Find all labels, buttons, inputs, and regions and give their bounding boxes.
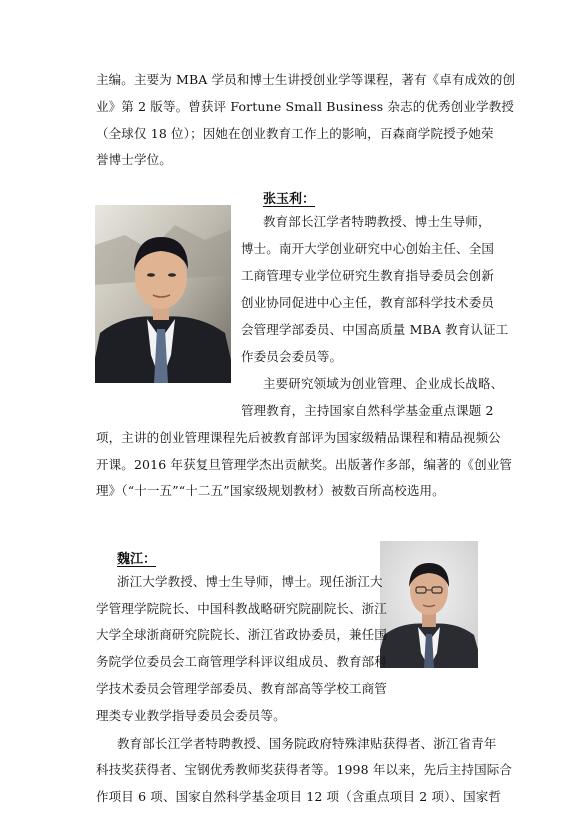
person1-bio-line: 开课。2016 年获复旦管理学杰出贡献奖。出版著作多部，编著的《创业管	[96, 457, 513, 472]
person1-name-heading: 张玉利：	[263, 192, 316, 207]
person1-bio-line: 创业协同促进中心主任，教育部科学技术委员	[241, 295, 495, 310]
person2-name-heading: 魏江：	[117, 552, 157, 567]
person2-bio-line: 学管理学院院长、中国科教战略研究院副院长、浙江	[96, 601, 387, 616]
intro-line: （全球仅 18 位）；因她在创业教育工作上的影响，百森商学院授予她荣	[96, 126, 494, 141]
person1-bio-line: 博士。南开大学创业研究中心创始主任、全国	[241, 241, 495, 256]
intro-line: 誉博士学位。	[96, 152, 172, 167]
person1-bio-line: 工商管理专业学位研究生教育指导委员会创新	[241, 268, 495, 283]
person1-bio-line: 理》（“十一五”“十二五”国家级规划教材）被数百所高校选用。	[96, 483, 445, 498]
person2-bio-line: 学技术委员会管理学部委员、教育部高等学校工商管	[96, 681, 387, 696]
person2-bio-line: 大学全球浙商研究院院长、浙江省政协委员，兼任国	[96, 627, 387, 642]
person1-bio-line: 主要研究领域为创业管理、企业成长战略、	[263, 376, 504, 391]
person1-bio-line: 管理教育，主持国家自然科学基金重点课题 2	[241, 403, 494, 418]
intro-line: 主编。主要为 MBA 学员和博士生讲授创业学等课程，著有《卓有成效的创	[96, 72, 516, 87]
person2-bio-line: 教育部长江学者特聘教授、国务院政府特殊津贴获得者、浙江省青年	[117, 736, 497, 751]
person1-bio-line: 会管理学部委员、中国高质量 MBA 教育认证工	[241, 322, 509, 337]
person2-bio-line: 理类专业教学指导委员会委员等。	[96, 708, 286, 723]
person1-bio-line: 项，主讲的创业管理课程先后被教育部评为国家级精品课程和精品视频公	[96, 430, 501, 445]
person2-bio-line: 浙江大学教授、博士生导师，博士。现任浙江大	[117, 574, 383, 589]
person2-photo	[380, 541, 478, 668]
person1-bio-line: 教育部长江学者特聘教授、博士生导师，	[263, 214, 491, 229]
person1-bio-line: 作委员会委员等。	[241, 349, 343, 364]
person2-bio-line: 务院学位委员会工商管理学科评议组成员、教育部科	[96, 654, 387, 669]
person1-photo	[95, 205, 231, 383]
person2-bio-line: 作项目 6 项、国家自然科学基金项目 12 项（含重点项目 2 项）、国家哲	[96, 789, 502, 804]
intro-line: 业》第 2 版等。曾获评 Fortune Small Business 杂志的优秀创业学教授	[96, 99, 514, 114]
person2-bio-line: 科技奖获得者、宝钢优秀教师奖获得者等。1998 年以来，先后主持国际合	[96, 762, 513, 777]
